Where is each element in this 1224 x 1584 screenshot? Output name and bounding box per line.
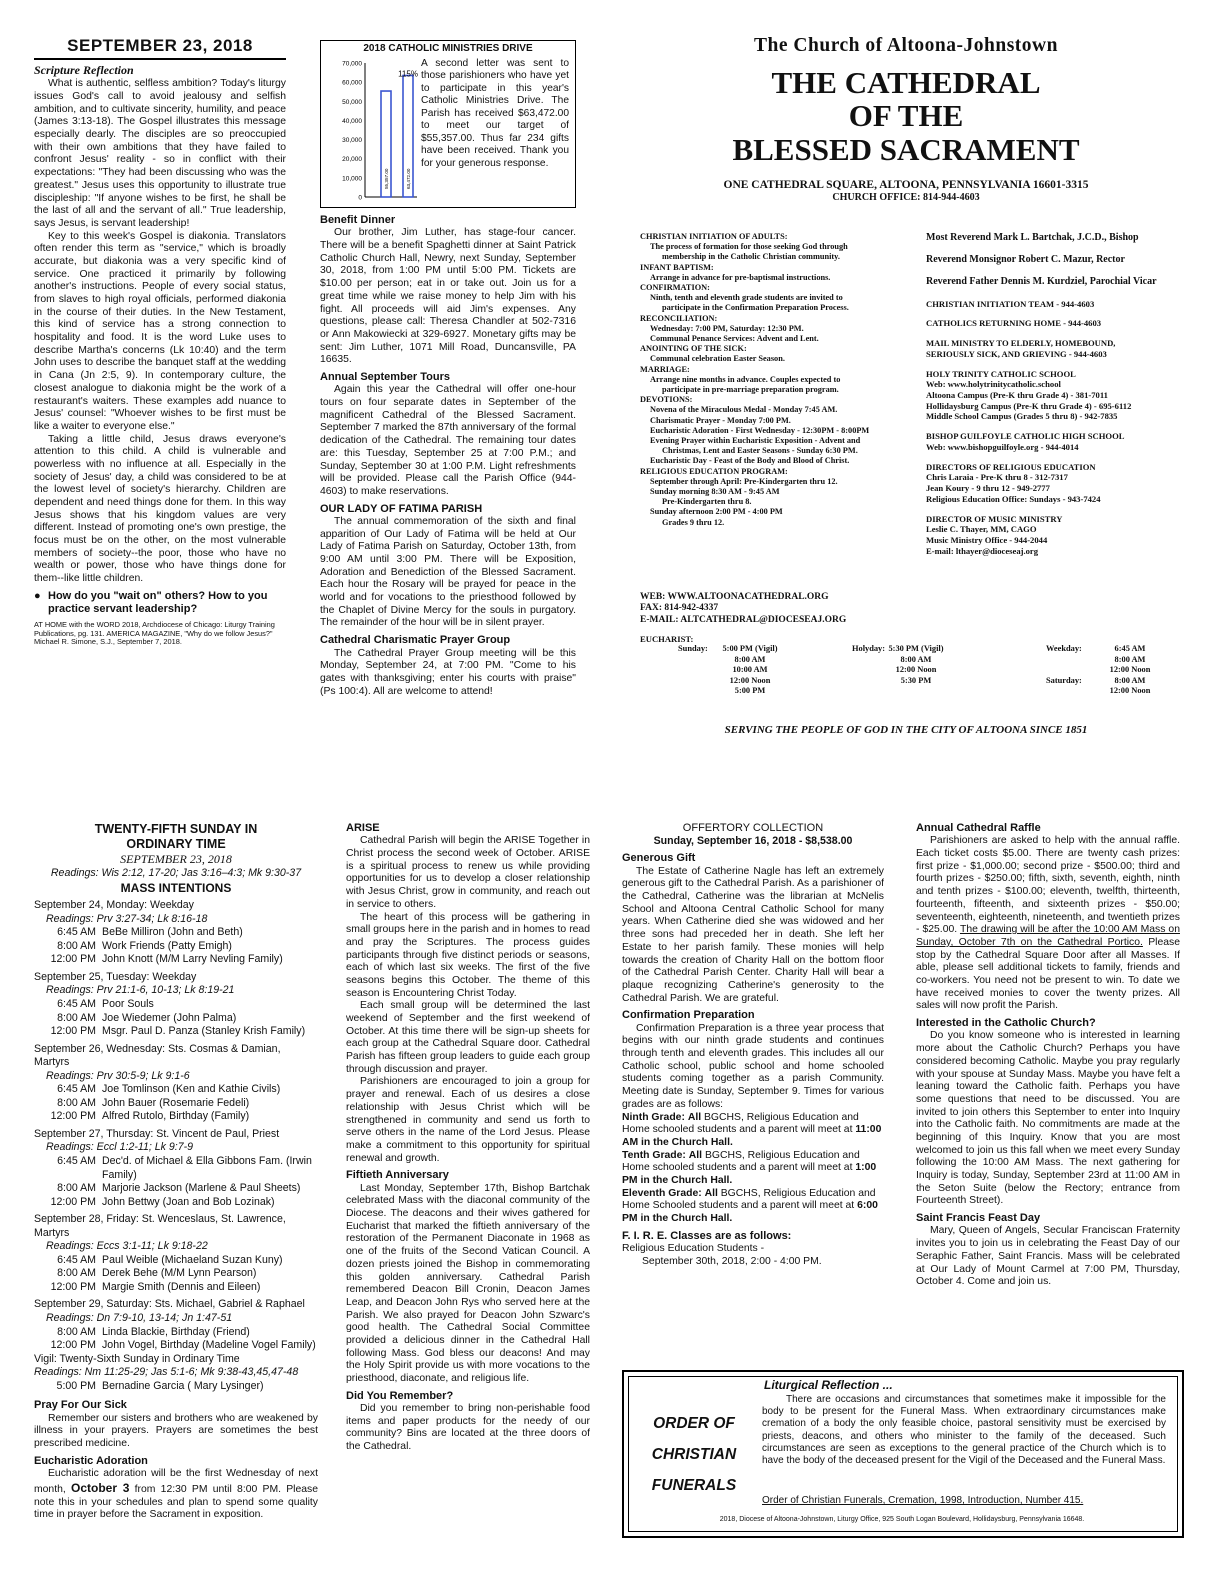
ministry-group: [926, 431, 1188, 452]
sick-text: Remember our sisters and brothers who are weakened by illness in your prayers. Prayers are sometimes the best prescribed medicine.: [34, 1412, 318, 1450]
directory-line: Arrange nine months in advance. Couples expected to: [650, 374, 841, 384]
intention-name: John Vogel, Birthday (Madeline Vogel Family): [102, 1339, 316, 1352]
fatima-text: The annual commemoration of the sixth and final apparition of Our Lady of Fatima will be held at Our Lady of Fatima Parish on Saturday, October 13th, from 9:00 AM until 3:00 PM. There will be Exposition, Adoration and Benediction of the Blessed Sacrament. Each hour the Rosary will be prayed for peace in the world and for vocations to the priesthood followed by the Chaplet of Divine Mercy for the souls in purgatory. The remainder of the hour will be in silent prayer.: [320, 515, 576, 629]
intention-row: [34, 1281, 318, 1295]
announcements-column-top: [320, 214, 576, 754]
directory-line: participate in pre-marriage preparation program.: [662, 385, 839, 395]
intention-time: 12:00 PM: [50, 1339, 96, 1352]
intention-row: [34, 1097, 318, 1111]
eucharist-time: 6:45 AM: [1114, 644, 1146, 654]
scripture-paragraph: Taking a little child, Jesus draws everyone's attention to this child. A child is vulnerable and powerless with no influence at all. Especially in the society of Jesus' day, a child was considered to be at the lowest level of society's hierarchy. Children are dependent and need things done for them. In this way Jesus shows that his kingdom values are very different. Instead of promoting one's own prestige, the focus must be on the other, on the most vulnerable members of society--the poor, those who have no wealth or power, those who have things done for them--like little children.: [34, 433, 286, 585]
interested-text: Do you know someone who is interested in learning more about the Catholic Church? Perhaps you have considered becoming Catholic. Maybe you pray regularly with your spouse at Sunday Mass. Maybe you have felt a leaning toward the Catholic faith. Perhaps you have some questions that need to be discussed. You are invited to join others this September to enter into Inquiry into the Catholic faith. No commitments are made at the beginning of this Inquiry. Know that you are most welcomed to join us this fall when we meet every Sunday following the 10:00 AM Mass. The next gathering for Inquiry is today, Sunday, September 23rd at 11:00 AM in the Seton Suite (below the Rectory; entrance from Fourteenth Street).: [916, 1030, 1180, 1207]
directory-line: Sunday morning 8:30 AM - 9:45 AM: [650, 487, 780, 497]
intention-readings: Readings: Prv 30:5-9; Lk 9:1-6: [46, 1069, 190, 1082]
fire-line: Religious Education Students -: [622, 1243, 765, 1255]
intention-name: Margie Smith (Dennis and Eileen): [102, 1280, 261, 1293]
gift-text: The Estate of Catherine Nagle has left an extremely generous gift to the Cathedral Parish. As a parishioner of the Cathedral, Catherine was the librarian at McNelis School and Altoona Central Catholic School for many years. When Catherine died she was widowed and her three sons had preceded her in death. She left her Estate to her parish family. These monies will help towards the creation of Charity Hall on the bottom floor of the Cathedral Parish Center. Charity Hall will bear a plaque recognizing Catherine's generosity to the Cathedral Parish. We are grateful.: [622, 865, 884, 1004]
directory-heading: ANOINTING OF THE SICK:: [640, 344, 747, 354]
scripture-heading: Scripture Reflection: [34, 62, 134, 77]
intention-time: 6:45 AM: [57, 998, 96, 1010]
ministry-group: [926, 514, 1188, 557]
intention-name: BeBe Milliron (John and Beth): [102, 926, 243, 939]
remember-text: Did you remember to bring non-perishable food items and paper products for the needy of our community? Bins are located at the three doors of the Cathedral.: [346, 1403, 590, 1453]
francis-text: Mary, Queen of Angels, Secular Franciscan Fraternity invites you to join us in celebrating the Feast Day of our Seraphic Father, Saint Francis. Mass will be celebrated at Our Lady of Mount Carmel at 7:00 PM, Thursday, October 4. Come and join us.: [916, 1225, 1180, 1288]
grade-schedule: Tenth Grade: All BGCHS, Religious Education and Home schooled students and a parent will meet at 1:00 PM in the Church Hall.: [622, 1149, 877, 1186]
clergy-and-ministries: [926, 232, 1188, 632]
ministry-line: E-mail: lthayer@dioceseaj.org: [926, 545, 1039, 556]
intention-name: Derek Behe (M/M Lynn Pearson): [102, 1267, 257, 1280]
arise-paragraph: Parishioners are encouraged to join a group for prayer and renewal. Each of us desires a close relationship with Jesus Christ which will be strengthened in community and send us forth to serve others in the name of the Lord Jesus. Please make a commitment to this opportunity for spiritual renewal and growth.: [346, 1076, 590, 1164]
intention-readings: Readings: Dn 7:9-10, 13-14; Jn 1:47-51: [46, 1312, 233, 1325]
ministry-line: Web: www.bishopguilfoyle.org - 944-4014: [926, 441, 1079, 452]
intention-time: 6:45 AM: [57, 1155, 96, 1168]
bar-value-label: 63,472.00: [406, 168, 411, 189]
y-tick-label: 30,000: [342, 137, 362, 145]
y-tick-label: 10,000: [342, 175, 362, 183]
chart-title: 2018 CATHOLIC MINISTRIES DRIVE: [363, 43, 533, 54]
ministry-line: Music Ministry Office - 944-2044: [926, 535, 1048, 546]
sunday-title: TWENTY-FIFTH SUNDAY IN ORDINARY TIME: [94, 822, 258, 851]
directory-line: The process of formation for those seeking God through: [650, 242, 848, 252]
offertory-column: [622, 822, 884, 1362]
directory-line: Eucharistic Day - Feast of the Body and Blood of Christ.: [650, 456, 850, 466]
mass-intentions-column: [34, 822, 318, 1542]
raffle-title: Annual Cathedral Raffle: [916, 822, 1041, 834]
benefit-title: Benefit Dinner: [320, 214, 396, 226]
ministry-group: [926, 318, 1188, 329]
grade-schedule: Ninth Grade: All BGCHS, Religious Education and Home schooled students and a parent will meet at 11:00 AM in the Church Hall.: [622, 1111, 882, 1148]
ministry-line: CATHOLICS RETURNING HOME - 944-4603: [926, 318, 1102, 329]
intention-name: Joe Tomlinson (Ken and Kathie Civils): [102, 1083, 281, 1096]
directory-line: participate in the Confirmation Preparation Process.: [662, 303, 849, 313]
fatima-title: OUR LADY OF FATIMA PARISH: [320, 502, 483, 515]
intention-day: September 26, Wednesday: Sts. Cosmas & Damian, Martyrs: [34, 1042, 281, 1069]
fiftieth-text: Last Monday, September 17th, Bishop Bartchak celebrated Mass with the diaconal community of the Diocese. The deacons and their wives gathered for Eucharist that marked the fiftieth anniversary of the restoration of the Permanent Diaconate in 1968 as one of the fruits of the Second Vatican Council. A dozen priests joined the Bishop in commemorating this golden anniversary. Cathedral Parish remembered Deacon Bill Cronin, Deacon James Leap, and Deacon John Rys who served here at the Parish. We also prayed for Deacon John Szwarc's good health. The Cathedral Social Committee provided a delicious dinner in the Cathedral Hall following Mass. God bless our deacons! And may the Holy Spirit provide us with more vocations to the priesthood, diaconate, and religious life.: [346, 1182, 590, 1384]
intention-row: [34, 998, 318, 1012]
intention-name: Poor Souls: [102, 998, 154, 1010]
intention-row: [34, 940, 318, 954]
directory-line: Pre-Kindergarten thru 8.: [662, 497, 752, 507]
intention-row: [34, 1196, 318, 1210]
directory-line: Communal Penance Services: Advent and Lent.: [650, 334, 819, 344]
arise-column: [346, 822, 590, 1542]
eucharist-time: 8:00 AM: [900, 654, 932, 664]
serving-tagline: SERVING THE PEOPLE OF GOD IN THE CITY OF ALTOONA SINCE 1851: [724, 724, 1088, 736]
eucharist-schedule: [640, 634, 1188, 714]
directory-line: Christmas, Lent and Easter Seasons - Sunday 6:30 PM.: [662, 446, 858, 456]
eucharist-time: 12:00 Noon: [1109, 686, 1151, 696]
eucharist-time: 10:00 AM: [732, 665, 768, 675]
directory-line: Eucharistic Adoration - First Wednesday - 12:30PM - 8:00PM: [650, 425, 870, 435]
ministry-line: Religious Education Office: Sundays - 943-7424: [926, 493, 1101, 504]
eucharist-day-label: Holyday:: [852, 644, 886, 654]
gift-title: Generous Gift: [622, 852, 696, 865]
tours-text: Again this year the Cathedral will offer one-hour tours on four separate dates in September of the magnificent Cathedral of the Blessed Sacrament. September 7 marked the 87th anniversary of the formal dedication of the Cathedral. The remaining tour dates are: this Tuesday, September 25 at 7:00 P.M.; and Sunday, September 30 at 1:00 P.M. Light refreshments will be provided. Please call the Parish Office (944-4603) to make reservations.: [320, 384, 576, 497]
confirmation-grades: [622, 1112, 884, 1226]
intention-time: 12:00 PM: [50, 1025, 96, 1038]
intention-time: 12:00 PM: [50, 1280, 96, 1293]
intention-time: 8:00 AM: [57, 1267, 96, 1280]
intention-row: [34, 1083, 318, 1097]
intention-row: [34, 1267, 318, 1281]
liturgical-text: There are occasions and circumstances that sometimes make it impossible for the body to be present for the Funeral Mass. When extraordinary circumstances make cremation of a body the only feasible choice, pastoral sensitivity must be exercised by priests, deacons, and others who minister to the family of the deceased. Such circumstances are seen as exceptions to the general practice of the Church which is to have the body of the deceased present for the Vigil of the Deceased and the Funeral Mass.: [762, 1394, 1166, 1466]
intention-row: [34, 1012, 318, 1026]
intention-readings: Readings: Eccs 3:1-11; Lk 9:18-22: [46, 1240, 208, 1253]
church-office-phone: CHURCH OFFICE: 814-944-4603: [832, 192, 980, 204]
website-link[interactable]: WEB: WWW.ALTOONACATHEDRAL.ORG: [640, 592, 829, 602]
ministry-line: Web: www.holytrinitycatholic.school: [926, 379, 1061, 390]
directory-line: Novena of the Miraculous Medal - Monday 7:45 AM.: [650, 405, 838, 415]
sunday-date: SEPTEMBER 23, 2018: [120, 852, 232, 866]
directory-line: Ninth, tenth and eleventh grade students are invited to: [650, 293, 843, 303]
directory-heading: RECONCILIATION:: [640, 313, 718, 323]
grade-schedule: Eleventh Grade: All BGCHS, Religious Education and Home Schooled students and a parent will meet at 6:00 PM in the Church Hall.: [622, 1187, 878, 1225]
ministries-drive-chart: [321, 57, 421, 205]
raffle-text: Parishioners are asked to help with the annual raffle. Each ticket costs $5.00. There are twenty cash prizes: first prize - $1,000.00; second prize - $500.00; third and fourth prizes - $250.00; fifth, sixth, seventh, eighth, ninth and tenth prizes - $100.00; eleventh, twelfth, thirteenth, fourteenth, fifteenth, and sixteenth prizes - $50.00; seventeenth, eighteenth, nineteenth, and twentieth prizes - $25.00. The drawing will be after the 10:00 AM Mass on Sunday, October 7th on the Cathedral Portico. Please stop by the Cathedral Square Door after all Masses. If able, please sell additional tickets to family, friends and co-workers. You need not be present to win. To date we have received monies to cover the twenty prizes. All sales will now profit the Parish.: [916, 835, 1180, 1012]
sunday-readings: Readings: Wis 2:12, 17-20; Jas 3:16–4:3; Mk 9:30-37: [50, 866, 302, 879]
ministry-group: [926, 299, 1188, 310]
intention-readings: Readings: Prv 21:1-6, 10-13; Lk 8:19-21: [46, 984, 235, 997]
fax-number: FAX: 814-942-4337: [640, 603, 719, 614]
directory-line: September through April: Pre-Kindergarten thru 12.: [650, 476, 838, 486]
intention-time: 6:45 AM: [57, 1083, 96, 1096]
ministry-line: HOLY TRINITY CATHOLIC SCHOOL: [926, 368, 1076, 379]
ministries-drive-chart-box: [320, 40, 576, 208]
ministry-line: CHRISTIAN INITIATION TEAM - 944-4603: [926, 298, 1095, 309]
directory-heading: MARRIAGE:: [640, 364, 690, 374]
cathedral-name: THE CATHEDRAL OF THE BLESSED SACRAMENT: [732, 64, 1080, 167]
ministry-line: Hollidaysburg Campus (Pre-K thru Grade 4) - 695-6112: [926, 400, 1132, 411]
rector-name: Reverend Monsignor Robert C. Mazur, Rector: [926, 254, 1125, 266]
bishop-name: Most Reverend Mark L. Bartchak, J.C.D., Bishop: [926, 232, 1139, 243]
ministry-group: [926, 462, 1188, 505]
ministry-line: DIRECTORS OF RELIGIOUS EDUCATION: [926, 461, 1096, 472]
intention-day: September 28, Friday: St. Wenceslaus, St. Lawrence, Martyrs: [34, 1213, 286, 1239]
benefit-text: Our brother, Jim Luther, has stage-four cancer. There will be a benefit Spaghetti dinner at Saint Patrick Catholic Church Hall, Newry, next Sunday, September 30, 2018, from 1:00 PM until 5:00 PM. Tickets are $10.00 per person; eat in or take out. Join us for a great time while we raise money to help Jim with his fight. All proceeds will aid Jim's expenses. Any questions, please call: Theresa Chandler at 502-7316 or Ann Makowiecki at 329-6927. Monetary gifts may be sent: Jim Luther, 1071 Mill Road, Duncansville, PA 16635.: [320, 227, 576, 366]
eucharist-time: 12:00 Noon: [729, 675, 771, 685]
eucharist-time: 8:00 AM: [1114, 654, 1146, 664]
scripture-paragraph: Key to this week's Gospel is diakonia. Translators often render this term as "service," which is broadly accurate, but diakonia was a very specific kind of service. One practiced it primarily by following another's instructions. People of every social status, from slaves to high royal officials, performed diakonia in the course of their duties. In the New Testament, this kind of service has a strong connection to hospitality and food. It is the word Luke uses to describe Martha's concerns (Lk 10:40) and the term John uses to describe the banquet staff at the wedding in Cana (Jn 2:5, 9). In contemporary culture, the closest analogue to diakonia might be the work of a restaurant's waiters. These examples add nuance to Jesus' counsel: "Whoever wishes to be first must be like a waiter to everyone else.": [34, 230, 286, 432]
liturgical-reflection-box: [622, 1370, 1184, 1538]
confirmation-title: Confirmation Preparation: [622, 1009, 755, 1022]
intention-name: John Bettwy (Joan and Bob Lozinak): [102, 1195, 275, 1208]
intention-time: 12:00 PM: [50, 953, 96, 966]
intention-day: September 24, Monday: Weekday: [34, 899, 194, 912]
directory-line: Wednesday: 7:00 PM, Saturday: 12:30 PM.: [650, 323, 804, 333]
directory-heading: CHRISTIAN INITIATION OF ADULTS:: [640, 232, 788, 241]
adoration-title: Eucharistic Adoration: [34, 1454, 148, 1467]
bullet-icon: ●: [34, 589, 41, 602]
arise-paragraph: The heart of this process will be gathering in small groups here in the parish and in homes to read and pray the Scriptures. The process guides participants through five distinct periods or seasons, each of which last six weeks. The first of the five seasons begins this October. The theme of this season is Encountering Christ Today.: [346, 911, 590, 999]
intention-time: 8:00 AM: [57, 939, 96, 952]
intention-row: [34, 1326, 318, 1340]
sick-title: Pray For Our Sick: [34, 1399, 127, 1412]
fire-title: F. I. R. E. Classes are as follows:: [622, 1229, 792, 1242]
y-tick-label: 60,000: [342, 79, 362, 87]
scripture-citation: AT HOME with the WORD 2018, Archdiocese of Chicago: Liturgy Training Publications, pg. 131. AMERICA MAGAZINE, "Why do we follow Jesus?" Michael R. Simone, S.J., September 7, 2018.: [34, 619, 275, 647]
liturgical-citation: Order of Christian Funerals, Cremation, 1998, Introduction, Number 415.: [762, 1495, 1084, 1506]
intention-readings: Readings: Prv 3:27-34; Lk 8:16-18: [46, 912, 208, 925]
ministry-line: Altoona Campus (Pre-K thru Grade 4) - 381-7011: [926, 389, 1108, 400]
y-tick-label: 70,000: [342, 60, 362, 68]
directory-line: Evening Prayer within Eucharistic Exposition - Advent and: [650, 436, 861, 446]
intention-row: [34, 1110, 318, 1124]
intention-time: 6:45 AM: [57, 1253, 96, 1266]
percent-annotation: 115%: [398, 69, 418, 79]
church-address: ONE CATHEDRAL SQUARE, ALTOONA, PENNSYLVANIA 16601-3315: [723, 179, 1089, 192]
vigil-line: Vigil: Twenty-Sixth Sunday in Ordinary Time: [34, 1352, 240, 1365]
intention-time: 8:00 AM: [57, 1011, 96, 1024]
intention-time: 8:00 AM: [57, 1325, 96, 1338]
directory-line: Communal celebration Easter Season.: [650, 354, 785, 364]
y-tick-label: 50,000: [342, 98, 362, 106]
eucharist-time: 8:00 AM: [1114, 675, 1146, 685]
church-name: The Church of Altoona-Johnstown: [754, 35, 1058, 56]
eucharist-time: 12:00 Noon: [895, 665, 937, 675]
eucharist-time: 5:30 PM (Vigil): [888, 644, 944, 654]
vigil-intention: 5:00 PM Bernadine Garcia ( Mary Lysinger): [56, 1379, 264, 1392]
confirmation-text: Confirmation Preparation is a three year process that begins with our ninth grade students and continues through tenth and eleventh grades. This includes all our Catholic school, public school and home schooled students coming together as a parish Community. Meeting date is Sunday, September 9. Times for various grades are as follows:: [622, 1022, 884, 1110]
intention-name: Paul Weible (Michaeland Suzan Kuny): [102, 1253, 283, 1266]
y-tick-label: 0: [358, 194, 362, 202]
fire-date: September 30th, 2018, 2:00 - 4:00 PM.: [642, 1255, 822, 1267]
tours-title: Annual September Tours: [320, 370, 450, 383]
intention-name: John Knott (M/M Larry Nevling Family): [102, 953, 283, 966]
intention-name: Alfred Rutolo, Birthday (Family): [102, 1110, 250, 1123]
drive-text: A second letter was sent to those parishioners who have yet to participate in this year's Catholic Ministries Drive. The Parish has received $63,472.00 to meet our target of $55,357.00. Thus far 234 gifts have been received. Thank you for your generous response.: [421, 58, 569, 169]
mass-intentions-list: [34, 899, 318, 1353]
eucharist-day-label: Weekday:: [1046, 644, 1082, 654]
liturgical-footer: 2018, Diocese of Altoona-Johnstown, Liturgy Office, 925 South Logan Boulevard, Hollidaysburg, Pennsylvania 16648.: [719, 1516, 1085, 1523]
directory-line: Sunday afternoon 2:00 PM - 4:00 PM: [650, 507, 783, 517]
ministry-line: DIRECTOR OF MUSIC MINISTRY: [926, 513, 1063, 524]
intention-time: 12:00 PM: [50, 1110, 96, 1123]
directory-line: Arrange in advance for pre-baptismal instructions.: [650, 272, 831, 282]
intention-day: September 27, Thursday: St. Vincent de Paul, Priest: [34, 1127, 280, 1140]
ministry-line: Middle School Campus (Grades 5 thru 8) - 942-7835: [926, 411, 1118, 422]
scripture-column: [34, 36, 286, 756]
intention-name: Work Friends (Patty Emigh): [102, 939, 232, 952]
eucharist-time: 8:00 AM: [734, 654, 766, 664]
ministry-line: MAIL MINISTRY TO ELDERLY, HOMEBOUND,: [926, 338, 1116, 349]
intention-day: September 29, Saturday: Sts. Michael, Gabriel & Raphael: [34, 1298, 305, 1311]
adoration-text: Eucharistic adoration will be the first Wednesday of next month, October 3 from 12:30 PM until 8:00 PM. Please note this in your schedules and plan to spend some quality time in prayer before the Sacrament in exposition.: [34, 1468, 318, 1521]
directory-line: membership in the Catholic Christian community.: [662, 252, 840, 262]
intention-row: [34, 1254, 318, 1268]
ministry-group: [926, 338, 1188, 359]
directory-line: Grades 9 thru 12.: [662, 517, 725, 527]
intention-readings: Readings: Eccl 1:2-11; Lk 9:7-9: [46, 1141, 194, 1154]
intention-name: Marjorie Jackson (Marlene & Paul Sheets): [102, 1182, 301, 1195]
church-header: [626, 34, 1186, 214]
arise-title: ARISE: [346, 822, 380, 834]
page-date: SEPTEMBER 23, 2018: [34, 36, 286, 60]
directory-heading: RELIGIOUS EDUCATION PROGRAM:: [640, 466, 788, 476]
intention-row: [34, 953, 318, 967]
mass-intentions-title: MASS INTENTIONS: [120, 880, 232, 895]
intention-time: 12:00 PM: [50, 1195, 96, 1208]
arise-paragraph: Cathedral Parish will begin the ARISE Together in Christ process the second week of October. ARISE is a spiritual process to renew us while providing opportunities for us to develop a closer relationship with Jesus Christ, grow in community, and reach out in service to others.: [346, 835, 590, 910]
intention-name: Joe Wiedemer (John Palma): [102, 1011, 237, 1024]
intention-row: [34, 1155, 318, 1182]
francis-title: Saint Francis Feast Day: [916, 1212, 1041, 1225]
intention-name: Msgr. Paul D. Panza (Stanley Krish Family): [102, 1025, 306, 1038]
intention-day: September 25, Tuesday: Weekday: [34, 970, 197, 983]
intention-row: [34, 926, 318, 940]
offertory-title: OFFERTORY COLLECTION: [682, 822, 824, 834]
ministry-line: BISHOP GUILFOYLE CATHOLIC HIGH SCHOOL: [926, 431, 1125, 442]
ministry-group: [926, 369, 1188, 423]
intention-name: Dec'd. of Michael & Ella Gibbons Fam. (Irwin Family): [102, 1155, 312, 1181]
eucharist-label: EUCHARIST:: [640, 634, 694, 644]
eucharist-time: 5:00 PM (Vigil): [722, 644, 778, 654]
vicar-name: Reverend Father Dennis M. Kurdziel, Parochial Vicar: [926, 276, 1157, 288]
intention-time: 6:45 AM: [57, 926, 96, 939]
intention-time: 8:00 AM: [57, 1096, 96, 1109]
intention-row: [34, 1025, 318, 1039]
eucharist-day-label: Sunday:: [678, 644, 708, 654]
intention-name: John Bauer (Rosemarie Fedeli): [102, 1096, 250, 1109]
arise-paragraph: Each small group will be determined the last weekend of September and the first weekend of October. At this time there will be sign-up sheets for each group at the Cathedral Square door. Cathedral Parish has fifteen group leaders to guide each group through discussion and prayer.: [346, 1000, 590, 1075]
raffle-column: [916, 822, 1180, 1362]
eucharist-day-label: Saturday:: [1046, 675, 1082, 685]
ministry-line: Leslie C. Thayer, MM, CAGO: [926, 524, 1037, 535]
directory-heading: CONFIRMATION:: [640, 283, 710, 293]
eucharist-time: 5:30 PM: [900, 675, 932, 685]
interested-title: Interested in the Catholic Church?: [916, 1017, 1096, 1030]
email-link[interactable]: E-MAIL: ALTCATHEDRAL@DIOCESEAJ.ORG: [640, 614, 847, 625]
charismatic-text: The Cathedral Prayer Group meeting will be this Monday, September 24, at 7:00 PM. "Come to his gates with thanksgiving; enter his courts with praise" (Ps 100:4). All are welcome to attend!: [320, 647, 576, 697]
fiftieth-title: Fiftieth Anniversary: [346, 1169, 449, 1182]
ministry-line: Jean Koury - 9 thru 12 - 949-2777: [926, 483, 1050, 494]
intention-name: Linda Blackie, Birthday (Friend): [102, 1325, 250, 1338]
vigil-readings: Readings: Nm 11:25-29; Jas 5:1-6; Mk 9:38-43,45,47-48: [34, 1366, 299, 1379]
ministry-line: Chris Laraia - Pre-K thru 8 - 312-7317: [926, 472, 1068, 483]
directory-line: Charismatic Prayer - Monday 7:00 PM.: [650, 415, 791, 425]
intention-time: 8:00 AM: [57, 1182, 96, 1195]
y-tick-label: 20,000: [342, 156, 362, 164]
eucharist-time: 5:00 PM: [734, 686, 766, 696]
intention-row: [34, 1339, 318, 1353]
reflection-question: ● How do you "wait on" others? How to you practice servant leadership?: [34, 589, 268, 616]
directory-heading: DEVOTIONS:: [640, 395, 693, 405]
eucharist-time: 12:00 Noon: [1109, 665, 1151, 675]
remember-title: Did You Remember?: [346, 1389, 454, 1402]
scripture-paragraph: What is authentic, selfless ambition? Today's liturgy issues God's call to avoid jealousy and selfish ambition, and to cultivate sincerity, humility, and peace (James 3:13-18). The Gospel illustrates this message especially dearly. The disciples are so preoccupied with their own ambitions that they have failed to confront Jesus' reality - so in conflict with their expectations: "They had been discussing who was the greatest." Jesus uses this opportunity to illustrate true discipleship: "If anyone wishes to be first, he shall be the last of all and the servant of all." True leadership, says Jesus, is servant leadership!: [34, 78, 286, 229]
directory-heading: INFANT BAPTISM:: [640, 262, 714, 272]
y-tick-label: 40,000: [342, 117, 362, 125]
contact-info: [640, 592, 930, 632]
liturgical-heading: Liturgical Reflection ...: [764, 1378, 893, 1392]
liturgical-side-title: ORDER OF CHRISTIAN FUNERALS: [651, 1415, 737, 1494]
charismatic-title: Cathedral Charismatic Prayer Group: [320, 634, 511, 647]
offertory-amount: Sunday, September 16, 2018 - $8,538.00: [653, 835, 853, 848]
ministry-line: SERIOUSLY SICK, AND GRIEVING - 944-4603: [926, 348, 1107, 359]
sacraments-directory: [640, 232, 930, 582]
bar-value-label: 55,357.00: [384, 168, 389, 189]
intention-row: [34, 1182, 318, 1196]
